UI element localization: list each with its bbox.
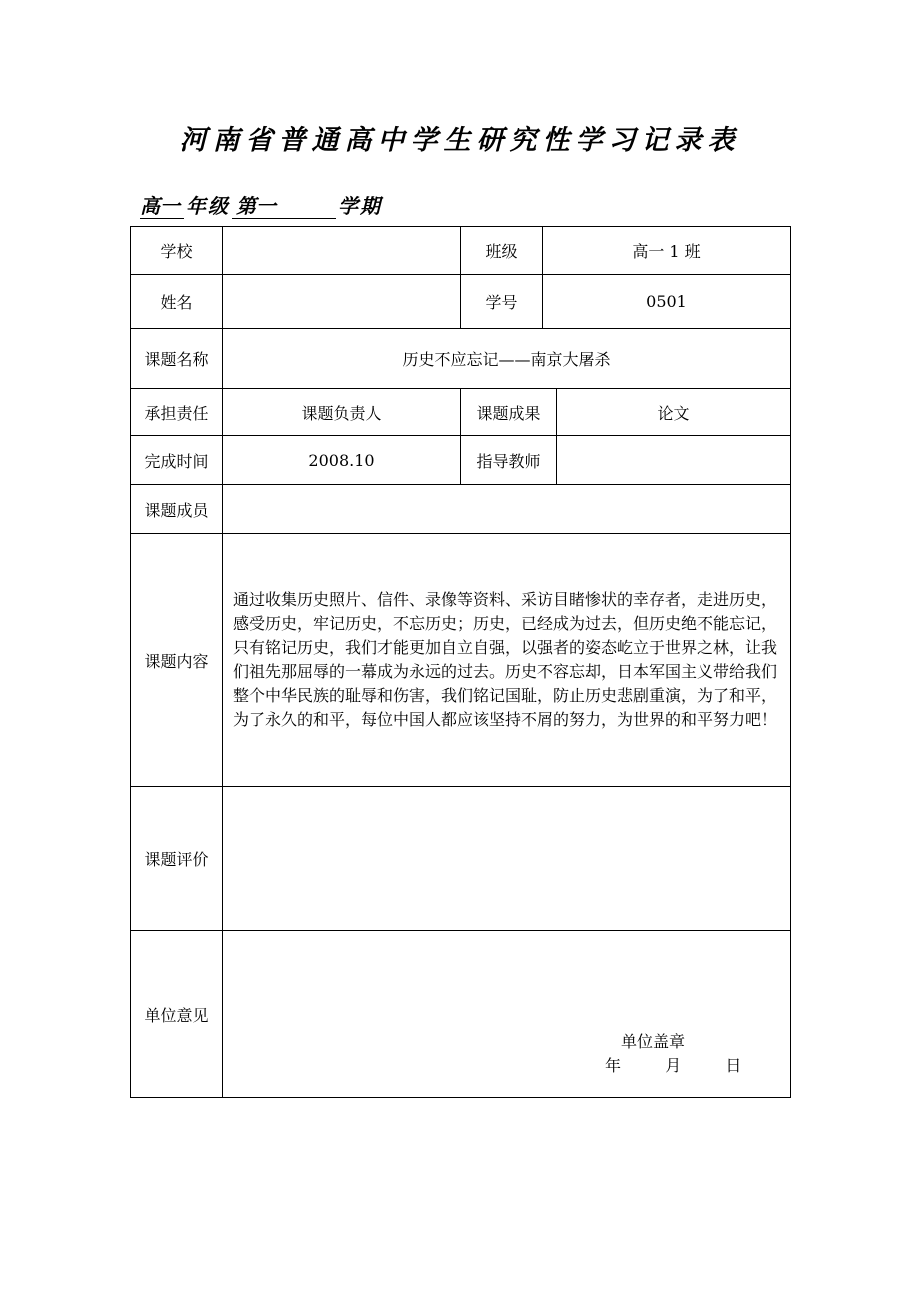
opinion-field[interactable] [223,931,791,1098]
topic-label: 课题名称 [131,329,223,389]
row-school [131,227,791,275]
student-id-field[interactable]: 0501 [543,275,791,329]
grade-semester-line [140,190,384,219]
name-label: 姓名 [131,275,223,329]
stamp-label: 单位盖章 [621,1032,686,1051]
row-completion [131,436,791,485]
content-line: 只有铭记历史，我们才能更加自立自强，以强者的姿态屹立于世界之林，让我 [233,638,778,657]
school-label: 学校 [131,227,223,275]
advisor-label: 指导教师 [461,436,557,485]
content-line: 通过收集历史照片、信件、录像等资料、采访目睹惨状的幸存者，走进历史， [233,590,778,609]
row-responsibility [131,389,791,436]
date-line [605,1053,741,1076]
grade-suffix: 年级 [186,194,230,218]
content-label: 课题内容 [131,534,223,787]
grade-value: 高一 [140,194,184,219]
year-label: 年 [605,1056,622,1075]
student-id-label: 学号 [461,275,543,329]
content-field[interactable] [223,534,791,787]
advisor-field[interactable] [557,436,791,485]
members-field[interactable] [223,485,791,534]
school-field[interactable] [223,227,461,275]
topic-field[interactable]: 历史不应忘记——南京大屠杀 [223,329,791,389]
members-label: 课题成员 [131,485,223,534]
responsibility-label: 承担责任 [131,389,223,436]
content-line: 们祖先那屈辱的一幕成为永远的过去。历史不容忘却，日本军国主义带给我们 [233,662,778,681]
completion-label: 完成时间 [131,436,223,485]
class-field[interactable]: 高一 1 班 [543,227,791,275]
record-form-table [130,226,791,1098]
row-opinion [131,931,791,1098]
completion-field[interactable]: 2008.10 [223,436,461,485]
class-label: 班级 [461,227,543,275]
row-evaluation [131,787,791,931]
result-field[interactable]: 论文 [557,389,791,436]
row-content [131,534,791,787]
name-field[interactable] [223,275,461,329]
day-label: 日 [725,1056,742,1075]
opinion-label: 单位意见 [131,931,223,1098]
result-label: 课题成果 [461,389,557,436]
page-title: 河南省普通高中学生研究性学习记录表 [179,125,741,156]
semester-suffix: 学期 [338,194,382,218]
semester-value: 第一 [232,194,336,219]
month-label: 月 [665,1056,682,1075]
evaluation-label: 课题评价 [131,787,223,931]
content-line: 整个中华民族的耻辱和伤害，我们铭记国耻，防止历史悲剧重演，为了和平， [233,686,778,705]
evaluation-field[interactable] [223,787,791,931]
content-line: 为了永久的和平，每位中国人都应该坚持不屑的努力，为世界的和平努力吧！ [233,710,778,729]
row-name [131,275,791,329]
row-members [131,485,791,534]
responsibility-field[interactable]: 课题负责人 [223,389,461,436]
row-topic [131,329,791,389]
content-line: 感受历史，牢记历史，不忘历史；历史，已经成为过去，但历史绝不能忘记， [233,614,778,633]
